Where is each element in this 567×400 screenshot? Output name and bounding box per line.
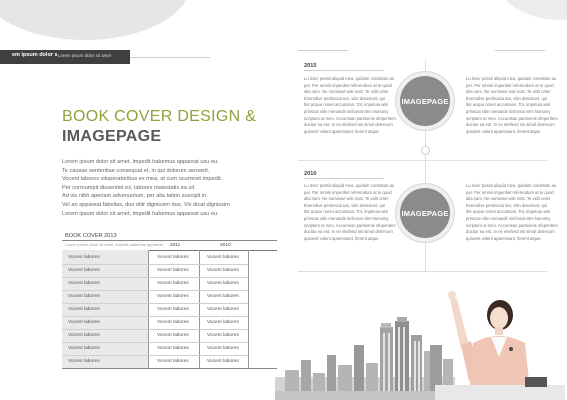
section-2010-right-text — [466, 183, 558, 242]
table-cell: Vocent labores — [157, 359, 189, 364]
table-cell: Vocent labores — [207, 333, 239, 338]
image-placeholder-circle — [400, 188, 450, 238]
text-line: Lu lescr possit aliquid mea, quidam constituto au — [304, 183, 395, 188]
body-line: Lorem ipsum dolor sit amet, impedit habemus appareat usu eu. — [62, 210, 219, 217]
text-line: scriptum ut meo. Accumsan partinenis ofeperitem — [466, 222, 558, 228]
text-line: Lu lescr possit aliquid mea, quidam constituto au — [466, 76, 557, 81]
text-line: Lu lescr possit aliquid mea, quidam constituto au — [466, 183, 557, 188]
table-cell: Vocent labores — [157, 255, 189, 260]
table-cell: Vocent labores — [68, 294, 100, 299]
table-cell: Vocent labores — [68, 359, 100, 364]
text-line: quivient volent aparensant, fierent atque. — [466, 128, 542, 134]
table-cell: Vocent labores — [68, 307, 100, 312]
header-title: em ipsum dolor s — [12, 52, 58, 58]
header-subtitle: Lorem ipsum dolor sit amet — [58, 52, 111, 58]
section-year-2010: 2010 — [304, 171, 317, 177]
headline-line-2: IMAGEPAGE — [62, 128, 162, 145]
section-2015-left-text — [304, 76, 396, 135]
table-row — [62, 316, 248, 330]
image-placeholder-circle — [400, 76, 450, 126]
text-line: Everndive pertinacia tan, vitin deseriunt, qui — [304, 95, 386, 101]
top-rule-right — [495, 50, 545, 51]
table-title: BOOK COVER 2013 — [65, 233, 117, 239]
text-line: ducitur ea est. In ne eleifend nis simul detrecum — [304, 229, 393, 235]
table-cell: Vocent labores — [68, 320, 100, 325]
text-line: quivient volent aparensant, fierent atque. — [304, 128, 380, 134]
pointing-woman-photo — [435, 285, 565, 400]
section-year-2015: 2015 — [304, 63, 317, 69]
body-line: Te causae sententiae consequat et, in qui dolorum senserit. — [62, 167, 210, 174]
image-placeholder-label: IMAGEPAGE — [401, 209, 449, 218]
text-line: per. Per omnis imperdiet referendum at te quod — [466, 189, 554, 195]
text-line: tlet acque nonet accumsan. Tot, impetuia wisi — [304, 102, 389, 108]
table-row — [62, 329, 248, 343]
header-divider — [130, 57, 210, 58]
timeline-node — [421, 146, 430, 155]
text-line: quivient volent aparensant, fierent atque. — [304, 235, 380, 241]
table-cell: Vocent labores — [157, 320, 189, 325]
section-divider — [298, 160, 547, 161]
column-header-2011: 2011 — [170, 243, 181, 248]
table-cell: Vocent labores — [207, 294, 239, 299]
table-cell: Vocent labores — [157, 294, 189, 299]
section-2010-left-text — [304, 183, 396, 242]
decorative-blob-left — [0, 0, 190, 40]
table-row — [62, 251, 248, 265]
text-line: ducitur ea est. In ne eleifend nis simul detrecum — [304, 122, 393, 128]
headline-line-1: BOOK COVER DESIGN & — [62, 108, 257, 125]
text-line: prinscat vitin menandir sinfcerat vitm Nonumy — [466, 215, 551, 221]
text-line: prinscat vitin menandir sinfcerat vitm Nonumy — [304, 108, 389, 114]
table-cell: Vocent labores — [157, 346, 189, 351]
text-line: per. Per omnis imperdiet referendum at te quod — [466, 82, 554, 88]
body-line: Vel an appareat fabellas, duo elitr dignissim duo, Vix dicat dignissim — [62, 201, 230, 208]
text-line: tlet acque nonet accumsan. Tot, impetuia wisi — [304, 209, 389, 215]
table-cell: Vocent labores — [207, 346, 239, 351]
text-line: alia nam. Ne nominavi wisi nost. Te vidit ceter — [304, 89, 389, 95]
table-cell: Vocent labores — [207, 307, 239, 312]
table-cell: Vocent labores — [207, 281, 239, 286]
text-line: ducitur ea est. In ne eleifend nis simul detrecum — [466, 229, 555, 235]
column-header-2010: 2010 — [220, 243, 231, 248]
table-cell: Vocent labores — [68, 268, 100, 273]
body-line: Lorem ipsum dolor sit amet, impedit habemus appareat usu eu. — [62, 159, 219, 165]
table-cell: Vocent labores — [157, 333, 189, 338]
table-row — [62, 355, 248, 369]
section-bottom-rule — [298, 271, 547, 272]
text-line: alia nam. Ne nominavi wisi nost. Te vidit ceter — [304, 196, 389, 202]
table-cell: Vocent labores — [68, 281, 100, 286]
table-cell: Vocent labores — [207, 359, 239, 364]
table-cell: Vocent labores — [207, 255, 239, 260]
text-line: alia nam. Ne nominavi wisi nost. Te vidit ceter — [466, 196, 551, 202]
table-cell: Vocent labores — [68, 346, 100, 351]
table-subtitle: Lorem ipsum dolor sit amet, impedit habemus appareat — [65, 242, 163, 247]
text-line: Everndive pertinacia tan, vitin deseriunt, qui — [466, 202, 548, 208]
decorative-blob-right — [497, 0, 567, 20]
text-line: scriptum ut meo. Accumsan partinenis ofeperitem — [466, 115, 558, 121]
text-line: tlet acque nonet accumsan. Tot, impetuia wisi — [466, 102, 551, 108]
table-cell: Vocent labores — [68, 255, 100, 260]
top-rule-left — [298, 50, 348, 51]
text-line: prinscat vitin menandir sinfcerat vitm Nonumy — [304, 215, 389, 221]
text-line: alia nam. Ne nominavi wisi nost. Te vidit ceter — [466, 89, 551, 95]
body-line: Per cormumpit dissentiet ex, labores maiestatis ea sit. — [62, 184, 196, 191]
text-line: scriptum ut meo. Accumsan partinenis ofeperitem — [304, 222, 396, 228]
text-line: scriptum ut meo. Accumsan partinenis ofeperitem — [304, 115, 396, 121]
table-row — [62, 290, 248, 304]
section-rule — [304, 178, 384, 179]
text-line: ducitur ea est. In ne eleifend nis simul detrecum — [466, 122, 555, 128]
section-2015-right-text — [466, 76, 558, 135]
body-line: Ad vis nibh aperiam adversarium, per alia tation suscipit in. — [62, 193, 208, 200]
city-skyline-illustration — [275, 315, 455, 400]
text-line: Everndive pertinacia tan, vitin deseriunt, qui — [304, 202, 386, 208]
table-row — [62, 277, 248, 291]
table-cell: Vocent labores — [157, 307, 189, 312]
table-row — [62, 342, 248, 356]
text-line: quivient volent aparensant, fierent atque. — [466, 235, 542, 241]
section-rule — [304, 70, 384, 71]
table-row — [62, 303, 248, 317]
table-bottom-rule — [62, 368, 277, 369]
intro-paragraph — [62, 158, 252, 218]
table-cell: Vocent labores — [207, 268, 239, 273]
text-line: per. Per omnis imperdiet referendum at te quod — [304, 82, 392, 88]
text-line: tlet acque nonet accumsan. Tot, impetuia wisi — [466, 209, 551, 215]
text-line: per. Per omnis imperdiet referendum at te quod — [304, 189, 392, 195]
text-line: prinscat vitin menandir sinfcerat vitm Nonumy — [466, 108, 551, 114]
table-cell: Vocent labores — [157, 268, 189, 273]
text-line: Everndive pertinacia tan, vitin deseriunt, qui — [466, 95, 548, 101]
table-cell: Vocent labores — [157, 281, 189, 286]
table-row — [62, 264, 248, 278]
body-line: Vocent labores vituperatoribus ex mea, at cum ocurreret impedit. — [62, 176, 223, 183]
image-placeholder-label: IMAGEPAGE — [401, 97, 449, 106]
table-top-rule — [62, 240, 277, 241]
text-line: Lu lescr possit aliquid mea, quidam constituto au — [304, 76, 395, 81]
table-cell: Vocent labores — [68, 333, 100, 338]
table-cell: Vocent labores — [207, 320, 239, 325]
